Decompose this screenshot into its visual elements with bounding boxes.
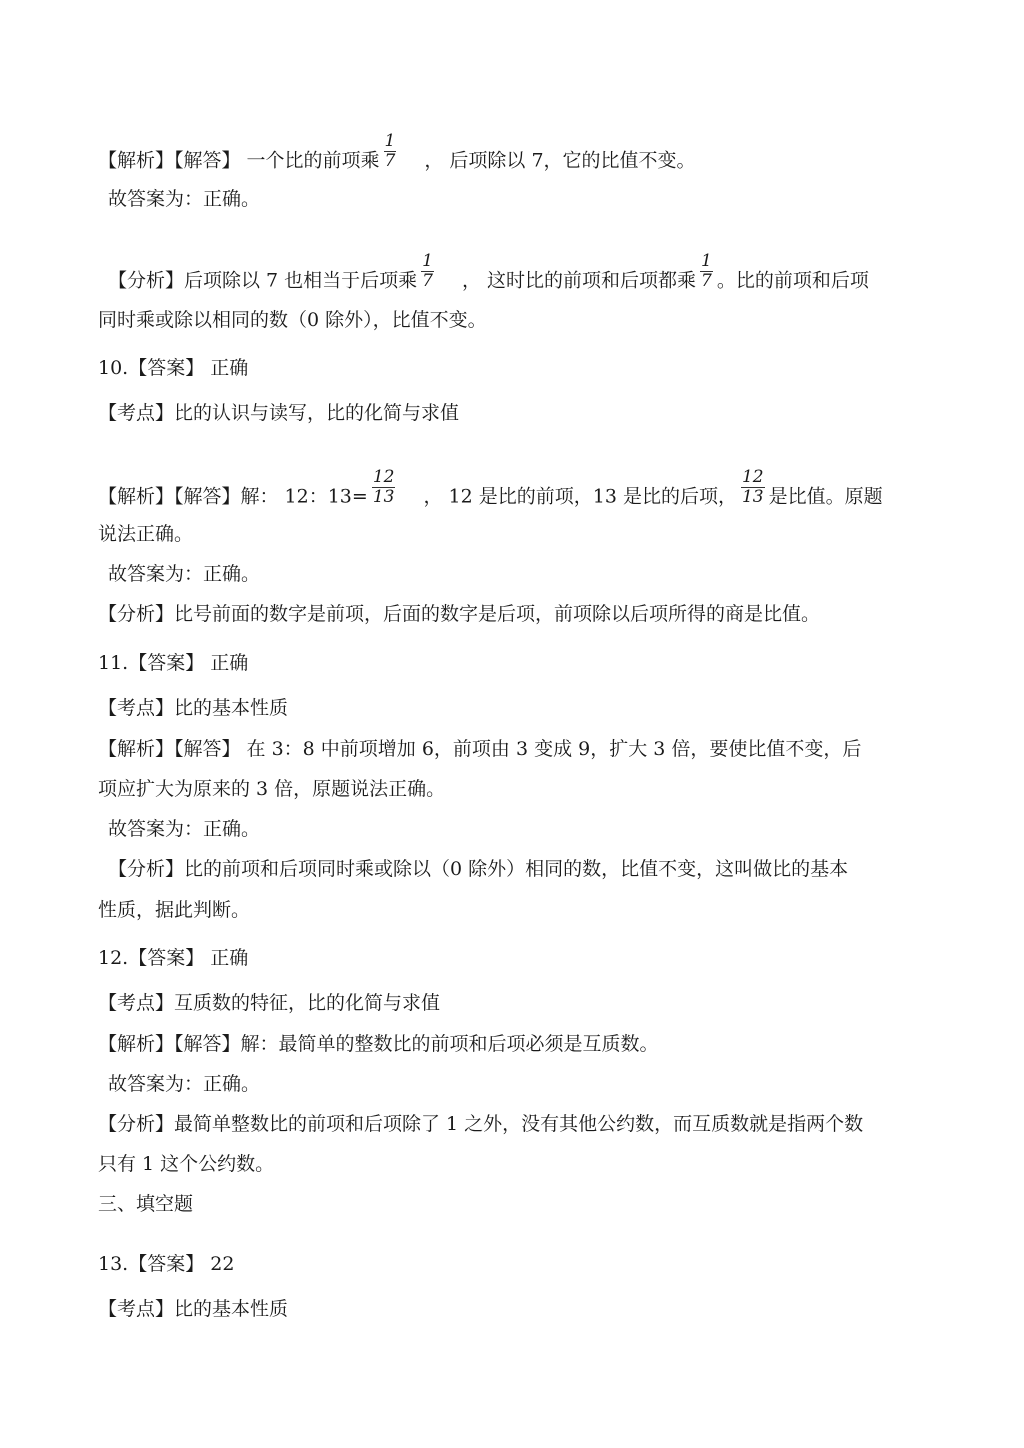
section-heading-fill-blank: 三、填空题 [98,1193,194,1215]
analysis-note-9: 【分析】后项除以 7 也相当于后项乘 $\frac{1}{7}$ ， 这时比的前项和后项都乘 $\frac{1}{7}$ 。比的前项和后项 [108,251,869,292]
analysis-line-10: 【解析】【解答】解： 12：13= $\frac{12}{13}$ ， 12 是比的前项，13 是比的后项， $\frac{12}{13}$ 是比值。原题 [98,467,883,508]
topic-12: 【考点】互质数的特征，比的化简与求值 [98,992,441,1014]
answer-conclusion-10: 故答案为：正确。 [108,563,261,585]
analysis-note-10: 【分析】比号前面的数字是前项，后面的数字是后项，前项除以后项所得的商是比值。 [98,603,821,625]
topic-11: 【考点】比的基本性质 [98,697,289,719]
answer-conclusion-11: 故答案为：正确。 [108,818,261,840]
analysis-line-9: 【解析】【解答】 一个比的前项乘 $\frac{1}{7}$ ， 后项除以 7，它的比值不变。 [98,131,696,172]
analysis-line-12: 【解析】【解答】解：最简单的整数比的前项和后项必须是互质数。 [98,1033,659,1055]
analysis-line-11-cont: 项应扩大为原来的 3 倍，原题说法正确。 [98,778,446,800]
answer-heading-13: 13.【答案】 22 [98,1253,235,1275]
fraction-one-seventh: $\frac{1}{7}$ [384,131,396,171]
analysis-note-11-cont: 性质，据此判断。 [98,899,251,921]
answer-heading-11: 11.【答案】 正确 [98,652,249,674]
answer-conclusion-12: 故答案为：正确。 [108,1073,261,1095]
topic-10: 【考点】比的认识与读写，比的化简与求值 [98,402,460,424]
answer-conclusion-9: 故答案为：正确。 [108,188,261,210]
analysis-note-9-cont: 同时乘或除以相同的数（0 除外），比值不变。 [98,309,487,331]
analysis-note-11: 【分析】比的前项和后项同时乘或除以（0 除外）相同的数，比值不变，这叫做比的基本 [108,858,849,880]
answer-heading-10: 10.【答案】 正确 [98,357,249,379]
fraction-one-seventh: $\frac{1}{7}$ [701,251,712,291]
fraction-twelve-thirteenths: $\frac{12}{13}$ [372,467,395,507]
fraction-twelve-thirteenths: $\frac{12}{13}$ [741,467,764,507]
analysis-note-12-cont: 只有 1 这个公约数。 [98,1153,275,1175]
analysis-line-11: 【解析】【解答】 在 3：8 中前项增加 6，前项由 3 变成 9，扩大 3 倍，要使比值不变，后 [98,738,862,760]
answer-heading-12: 12.【答案】 正确 [98,947,249,969]
fraction-one-seventh: $\frac{1}{7}$ [422,251,433,291]
topic-13: 【考点】比的基本性质 [98,1298,289,1320]
analysis-note-12: 【分析】最简单整数比的前项和后项除了 1 之外，没有其他公约数，而互质数就是指两个数 [98,1113,864,1135]
analysis-line-10-cont: 说法正确。 [98,523,194,545]
